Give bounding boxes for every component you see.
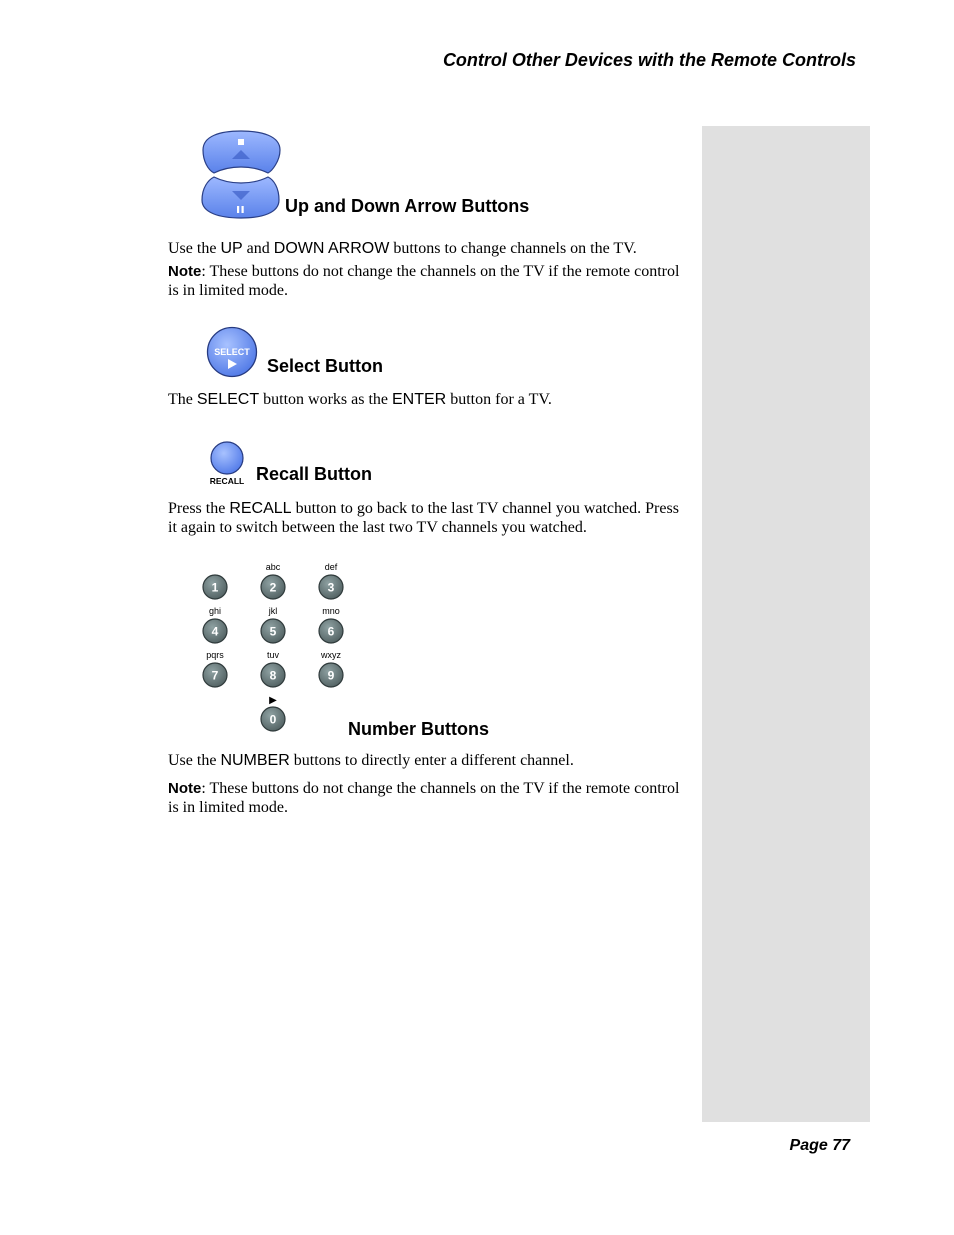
number-key-digit: 0: [269, 712, 277, 727]
key-name-up: UP: [220, 240, 243, 257]
up-down-arrow-buttons-illustration: [198, 128, 284, 222]
pause-icon-right: [242, 206, 244, 213]
recall-button-label: RECALL: [209, 476, 245, 486]
number-key-letters: jkl: [268, 606, 278, 616]
stop-icon: [238, 139, 244, 145]
page-number: Page 77: [789, 1137, 850, 1154]
text-run: Use the: [168, 240, 221, 257]
key-name-recall: RECALL: [229, 500, 292, 517]
number-keypad-illustration: [196, 558, 356, 736]
note-text: : These buttons do not change the channels on the TV if the remote control is in limited mode.: [168, 780, 680, 816]
up-down-description: [168, 239, 688, 258]
number-key-digit: 1: [211, 580, 219, 595]
number-key-letters: def: [324, 562, 338, 572]
select-button-label: SELECT: [214, 347, 250, 357]
number-description: [168, 751, 688, 770]
recall-description: [168, 499, 688, 537]
number-key-digit: 6: [327, 624, 335, 639]
key-name-select: SELECT: [196, 391, 260, 408]
number-note: [168, 779, 688, 817]
select-description: [168, 390, 688, 409]
key-name-number: NUMBER: [220, 752, 290, 769]
number-key-digit: 4: [211, 624, 219, 639]
key-name-enter: ENTER: [392, 391, 447, 408]
number-key-digit: 9: [327, 668, 335, 683]
number-key-letters: ghi: [208, 606, 222, 616]
number-key-digit: 8: [269, 668, 277, 683]
number-key-letters: pqrs: [206, 650, 224, 660]
text-run: button to go back to the last TV channel you watched. Press it again to switch between the last two TV channels you watched.: [168, 500, 679, 536]
number-key-letters: abc: [265, 562, 281, 572]
recall-button-illustration: [205, 440, 251, 488]
number-key-letters: mno: [322, 606, 340, 616]
number-key-digit: 3: [327, 580, 335, 595]
note-text: : These buttons do not change the channels on the TV if the remote control is in limited mode.: [168, 263, 680, 299]
number-key-letters: wxyz: [321, 650, 341, 660]
pause-icon-left: [237, 206, 239, 213]
text-run: Use the: [168, 752, 221, 769]
number-key-digit: 2: [269, 580, 277, 595]
text-run: The: [168, 391, 197, 408]
key-name-down-arrow: DOWN ARROW: [273, 240, 390, 257]
note-label: Note: [168, 263, 202, 280]
text-run: buttons to change channels on the TV.: [389, 240, 637, 257]
number-key-digit: 7: [211, 668, 219, 683]
text-run: button for a TV.: [446, 391, 552, 408]
text-run: and: [242, 240, 274, 257]
select-button-illustration: [204, 325, 260, 381]
text-run: buttons to directly enter a different channel.: [289, 752, 574, 769]
text-run: Press the: [168, 500, 230, 517]
text-run: button works as the: [259, 391, 392, 408]
note-label: Note: [168, 780, 202, 797]
up-down-heading: Up and Down Arrow Buttons: [285, 196, 530, 216]
page-header-title: Control Other Devices with the Remote Controls: [442, 50, 856, 70]
number-key-letters: tuv: [266, 650, 280, 660]
number-heading: Number Buttons: [348, 719, 489, 739]
select-heading: Select Button: [267, 356, 384, 376]
recall-heading: Recall Button: [256, 464, 373, 484]
up-down-note: [168, 262, 688, 300]
zero-key-play-symbol: ▶: [269, 695, 277, 706]
number-key-digit: 5: [269, 624, 277, 639]
margin-sidebar: [702, 126, 870, 1122]
